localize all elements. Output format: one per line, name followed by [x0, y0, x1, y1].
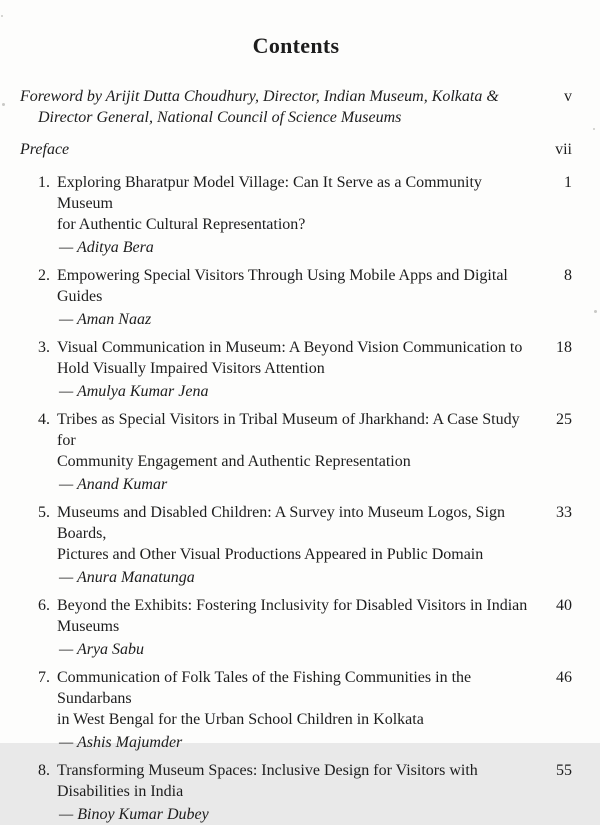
scan-speck	[593, 128, 595, 130]
entry-page-number: 8	[564, 267, 572, 284]
entry-title-line: Visual Communication in Museum: A Beyond Vision Communication to	[57, 339, 523, 356]
entry-body	[57, 502, 532, 588]
entry-title-line: Museums	[57, 618, 120, 635]
entry-content	[20, 667, 532, 753]
foreword-line-2: Director General, National Council of Science Museums	[38, 109, 402, 126]
entry-author: — Arya Sabu	[59, 641, 145, 658]
entry-number: 1.	[38, 174, 50, 191]
entry-number: 7.	[38, 669, 50, 686]
entry-body	[57, 760, 532, 825]
entry-page-number: 55	[556, 762, 572, 779]
entry-body	[57, 337, 532, 402]
entry-number: 8.	[38, 762, 50, 779]
entry-content	[20, 760, 532, 825]
entry-title-line: Disabilities in India	[57, 783, 184, 800]
entry-page-number: 33	[556, 504, 572, 521]
entry-body	[57, 409, 532, 495]
foreword-label	[20, 86, 532, 128]
entry-author: — Aditya Bera	[59, 239, 154, 256]
entry-title-line: for Authentic Cultural Representation?	[57, 216, 306, 233]
entry-author: — Ashis Majumder	[59, 734, 183, 751]
toc-entry-5	[20, 502, 572, 588]
entry-body	[57, 265, 532, 330]
entry-number: 5.	[38, 504, 50, 521]
entry-title-line: Beyond the Exhibits: Fostering Inclusivity for Disabled Visitors in Indian	[57, 597, 528, 614]
preface-label	[20, 139, 532, 160]
foreword-page-number: v	[564, 88, 572, 105]
toc-entry-2	[20, 265, 572, 330]
entry-content	[20, 172, 532, 258]
entry-title-line: Tribes as Special Visitors in Tribal Museum of Jharkhand: A Case Study for	[57, 411, 520, 449]
entry-title-line: Hold Visually Impaired Visitors Attention	[57, 360, 325, 377]
toc-preface-row	[20, 139, 572, 160]
entry-page-number: 18	[556, 339, 572, 356]
entry-author: — Binoy Kumar Dubey	[59, 806, 209, 823]
entry-body	[57, 172, 532, 258]
toc-entry-8	[20, 760, 572, 825]
foreword-line-1: Foreword by Arijit Dutta Choudhury, Director, Indian Museum, Kolkata &	[20, 88, 499, 105]
entry-author: — Aman Naaz	[59, 311, 152, 328]
entry-number: 3.	[38, 339, 50, 356]
entry-number: 2.	[38, 267, 50, 284]
entry-number: 4.	[38, 411, 50, 428]
entry-title-line: in West Bengal for the Urban School Children in Kolkata	[57, 711, 424, 728]
entry-page-number: 1	[564, 174, 572, 191]
entry-page-number: 46	[556, 669, 572, 686]
entry-content	[20, 595, 532, 660]
preface-line-1: Preface	[20, 141, 70, 158]
entry-content	[20, 265, 532, 330]
scan-speck	[594, 310, 597, 313]
entry-content	[20, 502, 532, 588]
entry-page-number: 40	[556, 597, 572, 614]
scan-speck	[1, 15, 3, 17]
entry-content	[20, 337, 532, 402]
entry-title-line: Transforming Museum Spaces: Inclusive Design for Visitors with	[57, 762, 478, 779]
toc-foreword-row	[20, 86, 572, 128]
entry-page-number: 25	[556, 411, 572, 428]
entry-title-line: Pictures and Other Visual Productions Appeared in Public Domain	[57, 546, 484, 563]
toc-entry-4	[20, 409, 572, 495]
entry-author: — Anura Manatunga	[59, 569, 195, 586]
entry-author: — Amulya Kumar Jena	[59, 383, 209, 400]
entry-title-line: Community Engagement and Authentic Representation	[57, 453, 411, 470]
page-title: Contents	[252, 33, 340, 58]
toc-entry-6	[20, 595, 572, 660]
entry-title-line: Museums and Disabled Children: A Survey into Museum Logos, Sign Boards,	[57, 504, 505, 542]
entry-content	[20, 409, 532, 495]
entry-body	[57, 595, 532, 660]
entry-body	[57, 667, 532, 753]
toc-entry-7	[20, 667, 572, 753]
toc-entry-1	[20, 172, 572, 258]
entry-title-line: Empowering Special Visitors Through Using Mobile Apps and Digital Guides	[57, 267, 508, 305]
toc-entry-3	[20, 337, 572, 402]
entry-title-line: Exploring Bharatpur Model Village: Can It Serve as a Community Museum	[57, 174, 482, 212]
entry-number: 6.	[38, 597, 50, 614]
scan-speck	[2, 103, 5, 106]
entry-title-line: Communication of Folk Tales of the Fishing Communities in the Sundarbans	[57, 669, 472, 707]
preface-page-number: vii	[555, 141, 572, 158]
entry-author: — Anand Kumar	[59, 476, 168, 493]
